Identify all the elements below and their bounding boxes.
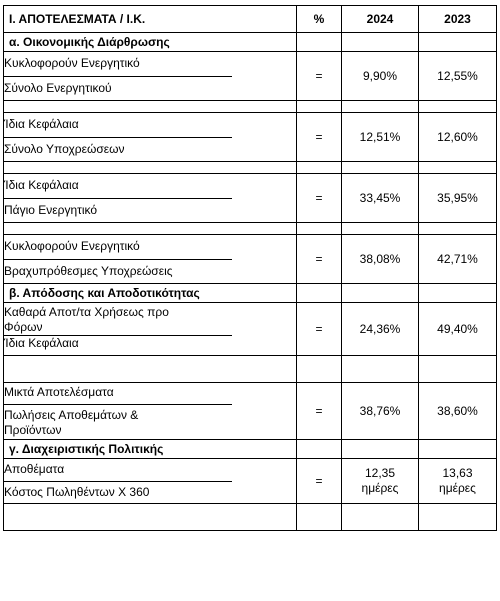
- value-2024: 38,08%: [342, 235, 419, 284]
- section-title: γ. Διαχειριστικής Πολιτικής: [4, 440, 297, 459]
- equals-sign: =: [297, 113, 342, 162]
- ratio-numerator: Κυκλοφορούν Ενεργητικό: [4, 239, 140, 253]
- ratio-denominator: Βραχυπρόθεσμες Υποχρεώσεις: [4, 264, 173, 278]
- spacer-row: [4, 504, 497, 531]
- ratio-label: [4, 303, 297, 356]
- spacer-row: [4, 101, 497, 113]
- table-row: [4, 113, 497, 162]
- section-title: β. Απόδοσης και Αποδοτικότητας: [4, 284, 297, 303]
- header-year-2023: 2023: [419, 6, 497, 33]
- equals-sign: =: [297, 303, 342, 356]
- spacer-row: [4, 162, 497, 174]
- table-row: [4, 174, 497, 223]
- days-value: 12,35: [364, 466, 396, 480]
- section-title: α. Οικονομικής Διάρθρωσης: [4, 33, 297, 52]
- fraction-line: [4, 481, 232, 482]
- ratio-label: [4, 174, 297, 223]
- days-unit: ημέρες: [361, 481, 399, 495]
- ratio-denominator: Σύνολο Ενεργητικού: [4, 81, 112, 95]
- ratio-label: [4, 459, 297, 504]
- table-header-row: [4, 6, 497, 33]
- value-2024: 12,51%: [342, 113, 419, 162]
- financial-ratios-table: [3, 5, 497, 531]
- ratio-label: [4, 113, 297, 162]
- fraction-line: [4, 76, 232, 77]
- days-unit: ημέρες: [439, 481, 476, 495]
- ratio-numerator: Καθαρά Αποτ/τα Χρήσεως προ Φόρων: [4, 305, 169, 334]
- ratio-numerator: Αποθέματα: [4, 462, 65, 476]
- equals-sign: =: [297, 235, 342, 284]
- value-2023: 12,60%: [419, 113, 497, 162]
- fraction-line: [4, 137, 232, 138]
- table-row: [4, 235, 497, 284]
- section-row: [4, 284, 497, 303]
- value-2024: 9,90%: [342, 52, 419, 101]
- fraction-line: [4, 404, 232, 405]
- ratio-numerator: Ίδια Κεφάλαια: [4, 178, 79, 192]
- ratio-numerator: Κυκλοφορούν Ενεργητικό: [4, 56, 140, 70]
- days-value: 13,63: [442, 466, 473, 480]
- table-row: [4, 303, 497, 356]
- ratio-denominator: Πωλήσεις Αποθεμάτων & Προϊόντων: [4, 408, 139, 437]
- spacer-row: [4, 356, 497, 383]
- ratio-numerator: Μικτά Αποτελέσματα: [4, 385, 114, 399]
- table-row: [4, 383, 497, 440]
- equals-sign: =: [297, 52, 342, 101]
- section-row: [4, 440, 497, 459]
- value-2024: 24,36%: [342, 303, 419, 356]
- spacer-row: [4, 223, 497, 235]
- ratio-numerator: Ίδια Κεφάλαια: [4, 117, 79, 131]
- section-row: [4, 33, 497, 52]
- value-2023: [419, 459, 497, 504]
- table-row: [4, 459, 497, 504]
- header-year-2024: 2024: [342, 6, 419, 33]
- ratio-label: [4, 52, 297, 101]
- ratio-denominator: Πάγιο Ενεργητικό: [4, 203, 98, 217]
- equals-sign: =: [297, 459, 342, 504]
- ratio-label: [4, 383, 297, 440]
- value-2023: 38,60%: [419, 383, 497, 440]
- value-2024: 38,76%: [342, 383, 419, 440]
- value-2023: 12,55%: [419, 52, 497, 101]
- ratio-denominator: Κόστος Πωληθέντων Χ 360: [4, 485, 150, 499]
- header-percent: %: [297, 6, 342, 33]
- ratio-label: [4, 235, 297, 284]
- header-title: Ι. ΑΠΟΤΕΛΕΣΜΑΤΑ / Ι.Κ.: [4, 6, 297, 33]
- table-row: [4, 52, 497, 101]
- value-2023: 49,40%: [419, 303, 497, 356]
- ratio-denominator: Ίδια Κεφάλαια: [4, 336, 79, 350]
- value-2023: 35,95%: [419, 174, 497, 223]
- value-2024: [342, 459, 419, 504]
- equals-sign: =: [297, 174, 342, 223]
- fraction-line: [4, 198, 232, 199]
- value-2024: 33,45%: [342, 174, 419, 223]
- ratio-denominator: Σύνολο Υποχρεώσεων: [4, 142, 125, 156]
- equals-sign: =: [297, 383, 342, 440]
- fraction-line: [4, 259, 232, 260]
- value-2023: 42,71%: [419, 235, 497, 284]
